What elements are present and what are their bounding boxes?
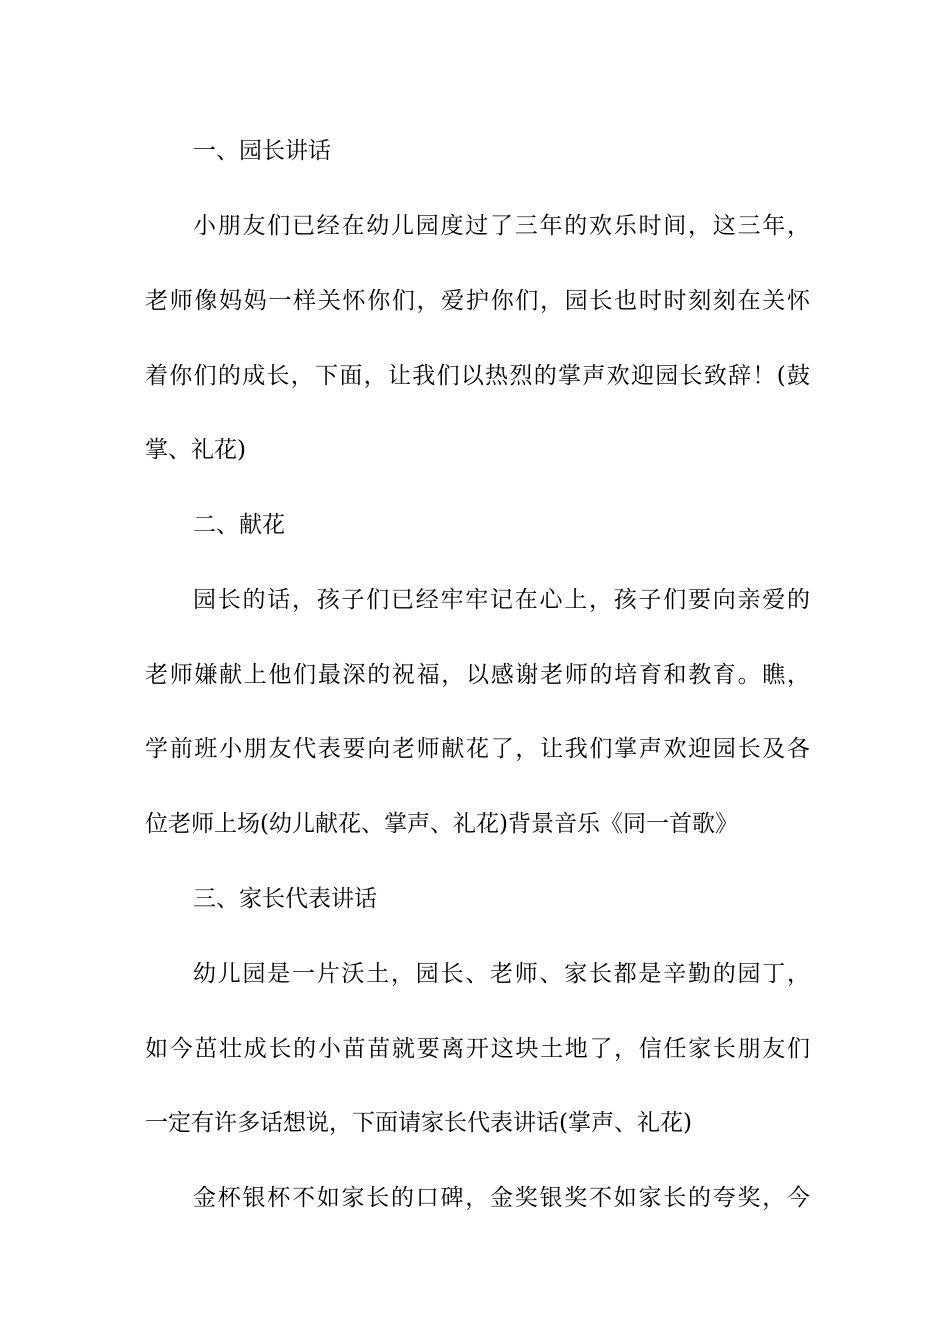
paragraph-line: 园长的话，孩子们已经牢牢记在心上，孩子们要向亲爱的 <box>193 587 810 613</box>
paragraph-line: 小朋友们已经在幼儿园度过了三年的欢乐时间，这三年， <box>193 213 810 239</box>
heading-3: 三、家长代表讲话 <box>193 886 377 912</box>
paragraph-line: 掌、礼花) <box>145 437 246 463</box>
paragraph-line: 学前班小朋友代表要向老师献花了，让我们掌声欢迎园长及各 <box>145 736 810 762</box>
heading-1: 一、园长讲话 <box>193 138 331 164</box>
paragraph-line: 老师像妈妈一样关怀你们，爱护你们，园长也时时刻刻在关怀 <box>145 288 810 314</box>
paragraph-line: 着你们的成长，下面，让我们以热烈的掌声欢迎园长致辞！(鼓 <box>145 363 810 389</box>
paragraph-line: 一定有许多话想说，下面请家长代表讲话(掌声、礼花) <box>145 1110 692 1136</box>
paragraph-line: 老师嫌献上他们最深的祝福，以感谢老师的培育和教育。瞧， <box>145 662 810 688</box>
paragraph-line: 位老师上场(幼儿献花、掌声、礼花)背景音乐《同一首歌》 <box>145 811 738 837</box>
paragraph-line: 如今茁壮成长的小苗苗就要离开这块土地了，信任家长朋友们 <box>145 1036 810 1062</box>
heading-2: 二、献花 <box>193 512 285 538</box>
paragraph-line: 幼儿园是一片沃土，园长、老师、家长都是辛勤的园丁， <box>193 961 810 987</box>
paragraph-line: 金杯银杯不如家长的口碑，金奖银奖不如家长的夸奖，今 <box>193 1185 810 1211</box>
